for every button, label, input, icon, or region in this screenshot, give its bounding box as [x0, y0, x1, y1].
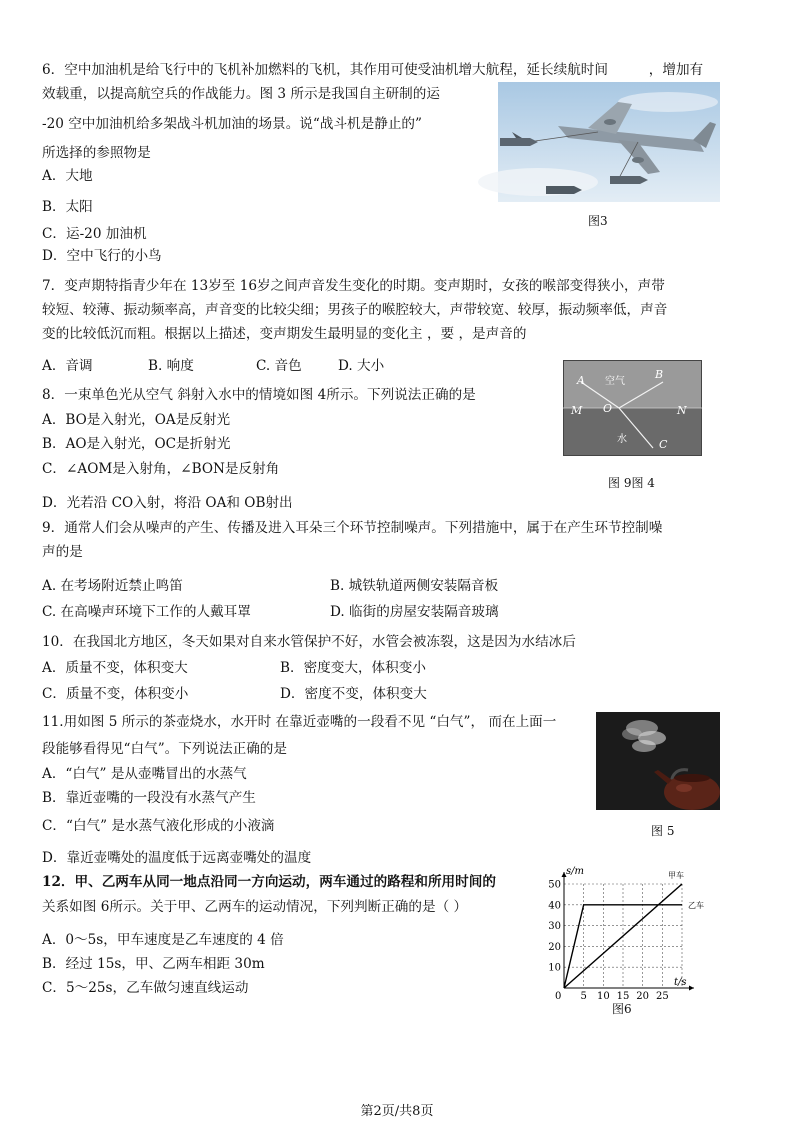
- q7-option-c: C. 音色: [256, 358, 302, 374]
- interface-label-n: N: [677, 404, 687, 417]
- q11-stem-line2: 段能够看得见“白气”。下列说法正确的是: [42, 741, 287, 757]
- ray-label-b: B: [655, 368, 664, 381]
- ray-label-a: A: [577, 374, 585, 387]
- y-tick-label: 20: [548, 941, 561, 953]
- q10-option-d: D．密度不变，体积变大: [280, 686, 427, 702]
- interface-label-m: M: [571, 404, 583, 417]
- series-label-jia: 甲车: [668, 871, 684, 880]
- x-tick-label: 10: [596, 991, 610, 1002]
- y-tick-label: 50: [548, 879, 561, 891]
- distance-time-chart-svg: [538, 862, 714, 1002]
- origin-label: 0: [555, 991, 562, 1002]
- chart-ticks: [548, 880, 668, 1003]
- x-axis-label: t/s: [674, 977, 687, 988]
- ray-label-c: C: [659, 438, 668, 451]
- y-tick-label: 40: [548, 900, 561, 912]
- medium-label-air: 空气: [605, 376, 625, 387]
- q10-option-b: B．密度变大，体积变小: [280, 660, 426, 676]
- series-label-yi: 乙车: [688, 900, 704, 910]
- q11-option-a: A．“白气” 是从壶嘴冒出的水蒸气: [42, 766, 247, 782]
- q7-option-d: D. 大小: [338, 358, 385, 374]
- x-axis-arrow: [689, 986, 694, 991]
- figure-6-caption: 图6: [612, 1002, 632, 1016]
- q8-option-c: C．∠AOM是入射角，∠BON是反射角: [42, 461, 280, 477]
- x-tick-label: 5: [580, 991, 587, 1002]
- q12-option-c: C．5～25s，乙车做匀速直线运动: [42, 980, 249, 996]
- q9-option-a: A. 在考场附近禁止鸣笛: [42, 578, 183, 594]
- y-tick-label: 30: [548, 921, 561, 933]
- q11-option-c: C．“白气” 是水蒸气液化形成的小液滴: [42, 818, 275, 834]
- q12-option-a: A．0～5s，甲车速度是乙车速度的 4 倍: [42, 932, 284, 948]
- q10-option-a: A．质量不变，体积变大: [42, 660, 188, 676]
- q9-option-b: B. 城铁轨道两侧安装隔音板: [330, 578, 499, 594]
- teapot-photo: [596, 712, 720, 810]
- figure-4-caption: 图 9图 4: [608, 476, 655, 490]
- q10-option-c: C．质量不变，体积变小: [42, 686, 189, 702]
- teapot-illustration: [596, 712, 720, 810]
- q8-stem-line1: 8．一束单色光从空气 斜射入水中的情境如图 4所示。下列说法正确的是: [42, 387, 476, 403]
- y-axis-label: s/m: [566, 866, 584, 877]
- q6-option-a: A．大地: [42, 168, 93, 184]
- q10-stem-line1: 10．在我国北方地区，冬天如果对自来水管保护不好，水管会被冻裂，这是因为水结冰后: [42, 634, 576, 650]
- medium-label-water: 水: [617, 434, 627, 445]
- q12-option-b: B．经过 15s，甲、乙两车相距 30m: [42, 956, 265, 972]
- q7-option-a: A．音调: [42, 358, 93, 374]
- q6-stem-line2: 效载重，以提高航空兵的作战能力。图 3 所示是我国自主研制的运: [42, 86, 440, 102]
- q6-option-b: B．太阳: [42, 199, 93, 215]
- x-tick-label: 20: [636, 991, 650, 1002]
- q9-option-d: D. 临街的房屋安装隔音玻璃: [330, 604, 499, 620]
- q6-stem-line1: 6．空中加油机是给飞行中的飞机补加燃料的飞机，其作用可使受油机增大航程，延长续航时间 ，增加有: [42, 62, 704, 78]
- q11-option-b: B．靠近壶嘴的一段没有水蒸气产生: [42, 790, 256, 806]
- q9-option-c: C. 在高噪声环境下工作的人戴耳罩: [42, 604, 251, 620]
- q7-stem-line2: 较短、较薄、振动频率高，声音变的比较尖细；男孩子的喉腔较大，声带较宽、较厚，振动频率低，声音: [42, 302, 668, 318]
- q7-stem-line3: 变的比较低沉而粗。根据以上描述，变声期发生最明显的变化主 ，要 ，是声音的: [42, 326, 527, 342]
- q7-option-b: B. 响度: [148, 358, 194, 374]
- distance-time-chart: [538, 862, 714, 1002]
- q6-option-c: C．运-20 加油机: [42, 226, 147, 242]
- refraction-diagram: [563, 360, 702, 456]
- q12-stem-line2: 关系如图 6所示。关于甲、乙两车的运动情况，下列判断正确的是（ ）: [42, 899, 468, 915]
- refueling-aircraft-illustration: [498, 82, 720, 202]
- q6-stem-line4: 所选择的参照物是: [42, 145, 151, 161]
- x-tick-label: 15: [616, 991, 630, 1002]
- figure-3-caption: 图3: [588, 214, 608, 228]
- x-tick-label: 25: [655, 991, 669, 1002]
- q9-stem-line2: 声的是: [42, 544, 83, 560]
- q8-option-d: D．光若沿 CO入射，将沿 OA和 OB射出: [42, 495, 293, 511]
- y-tick-label: 10: [548, 962, 561, 974]
- q11-stem-line1: 11.用如图 5 所示的茶壶烧水，水开时 在靠近壶嘴的一段看不见 “白气”， 而在上面一: [42, 714, 557, 730]
- q6-option-d: D．空中飞行的小鸟: [42, 248, 162, 264]
- figure-5-caption: 图 5: [651, 824, 675, 838]
- page-number: 第2页/共8页: [360, 1104, 434, 1119]
- q9-stem-line1: 9．通常人们会从噪声的产生、传播及进入耳朵三个环节控制噪声。下列措施中，属于在产生环节控制噪: [42, 520, 663, 536]
- refueling-aircraft-photo: [498, 82, 720, 202]
- refraction-diagram-svg: [563, 360, 702, 456]
- q12-stem-line1: 12．甲、乙两车从同一地点沿同一方向运动，两车通过的路程和所用时间的: [42, 874, 496, 890]
- q8-option-a: A．BO是入射光，OA是反射光: [42, 412, 231, 428]
- point-label-o: O: [603, 402, 613, 415]
- q11-option-d: D．靠近壶嘴处的温度低于远离壶嘴处的温度: [42, 850, 312, 866]
- q6-stem-line3: -20 空中加油机给多架战斗机加油的场景。说“战斗机是静止的”: [42, 116, 422, 132]
- q7-stem-line1: 7．变声期特指青少年在 13岁至 16岁之间声音发生变化的时期。变声期时，女孩的喉部变得狭小，声带: [42, 278, 665, 294]
- q8-option-b: B．AO是入射光，OC是折射光: [42, 436, 231, 452]
